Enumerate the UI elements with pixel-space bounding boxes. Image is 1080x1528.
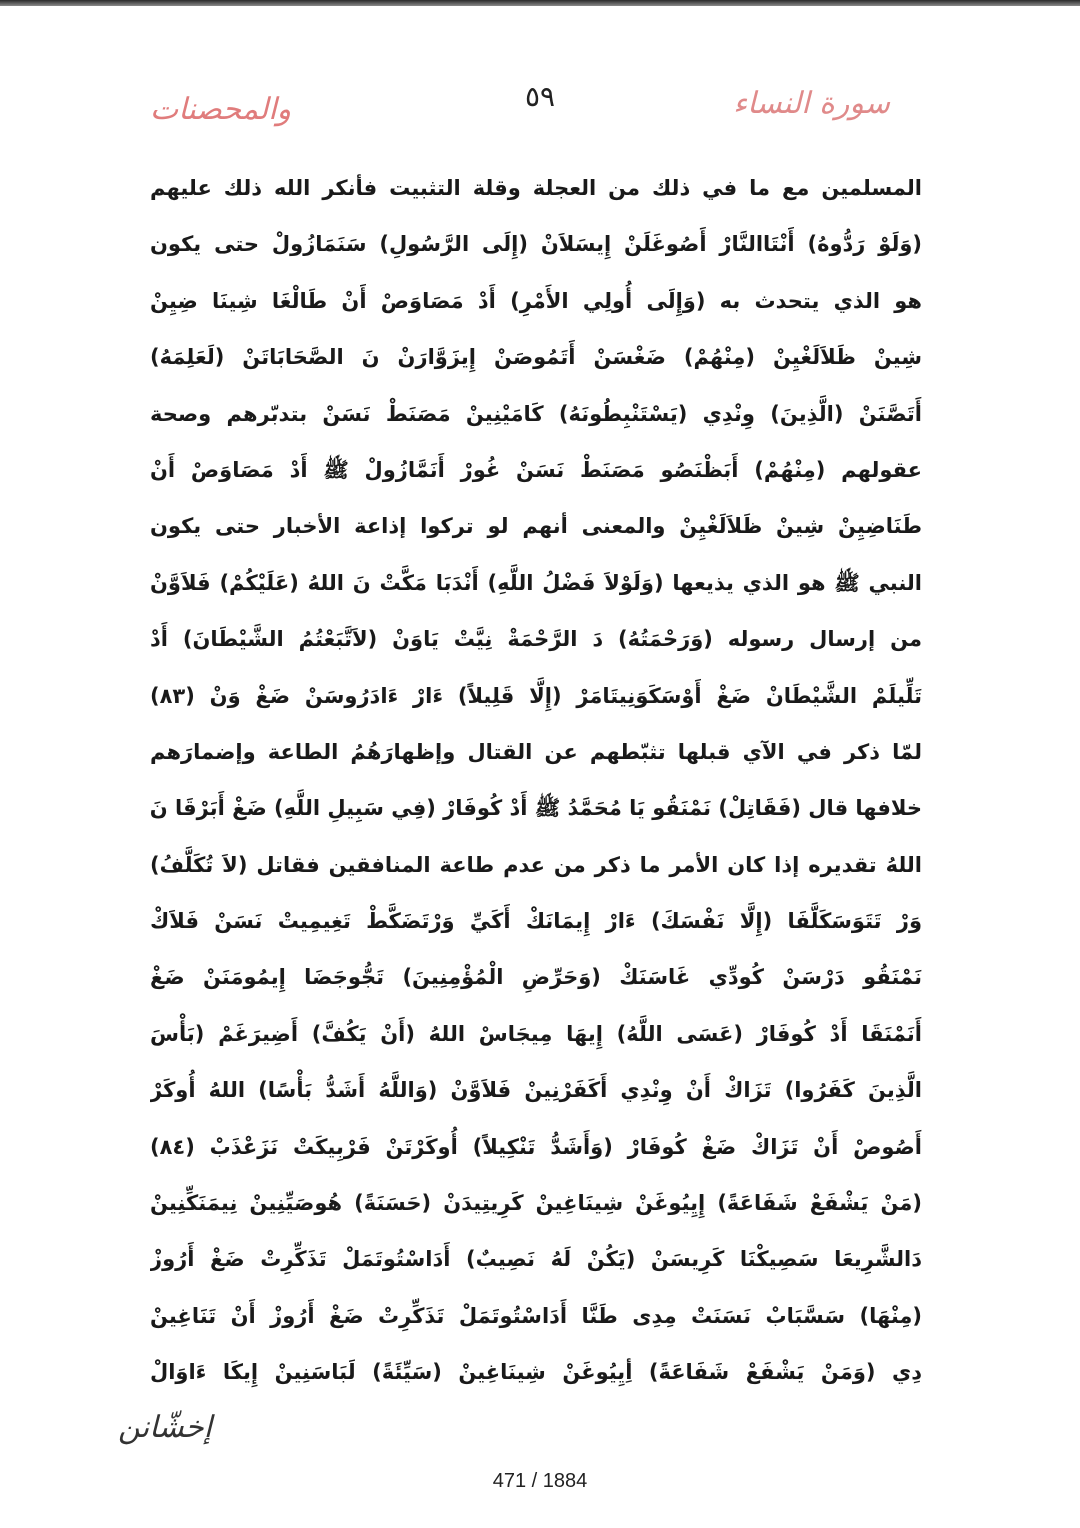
text-line: نَمْنَقُو دَرْسَنْ كُودِّي غَاسَنَكْ (وَحَرِّضِ الْمُؤْمِنِينَ) تَجُّوجَضَا إِيمُومَنَنْ ضَغْ <box>150 965 922 990</box>
text-line: طَنَاضِيِنْ شِينْ ظَلاَلَغْيِنْ والمعنى أنهم لو تركوا إذاعة الأخبار حتى يكون <box>150 514 922 539</box>
text-line: دِي (وَمَنْ يَشْفَعْ شَفَاعَةً) أِيِيُوغَنْ شِينَاغِينْ (سَيِّئَةً) لَبَاسَنِينْ إِيكَا ءَاوَالْ <box>150 1360 922 1385</box>
text-line: (وَلَوْ رَدُّوهُ) أَنْتَاالنَّارْ أَصُوغَلَنْ إِيسَلاَنْ (إِلَى الرَّسُولِ) سَنَمَازُولْ حتى يكون <box>150 232 922 257</box>
text-line: اللهُ تقديره إذا كان الأمر ما ذكر من عدم طاعة المنافقين فقاتل (لاَ تُكَلَّفُ) <box>150 852 922 877</box>
text-line: لمّا ذكر في الآي قبلها تثبّطهم عن القتال وإظهارَهُمُ الطاعة وإضمارَهم <box>150 739 922 764</box>
catchword: إخشّانن <box>118 1410 212 1445</box>
text-line: أَصُوصْ أَنْ تَزَاكْ ضَغْ كُوفَارْ (وَأَشَدُّ تَنْكِيلاً) أُوكَرْتَنْ فَرْبِيكَتْ نَزَعْذَبْ (٨٤) <box>150 1134 922 1159</box>
text-line: من إرسال رسوله (وَرَحْمَتُهُ) دَ الرَّحْمَةْ نِيَّتْ يَاوَنْ (لاَتَّبَعْتُمُ الشَّيْطَانَ) أَدْ <box>150 627 922 652</box>
text-line: خلافها قال (فَقَاتِلْ) نَمْنَقُو يَا مُحَمَّدُ ﷺ أَدْ كُوفَارْ (فِي سَبِيلِ اللَّهِ) ضَغْ أَبَرْقَا نَ <box>150 796 922 821</box>
text-line: (مِنْهَا) سَسَّبَابْ نَسَنَتْ مِدِى طَنَّا أَدَاسْتُوتَمَلْ تَذَكِّرِتْ ضَغْ أَرُوزْ أَنْ تَنَاغِينْ <box>150 1303 922 1328</box>
text-line: الَّذِينَ كَفَرُوا) تَزَاكْ أَنْ وِنْدِي أَكَفَرْنِينْ فَلاَوَّنْ (وَاللَّهُ أَشَدُّ بَأْسًا) اللهُ أُوكَرْ <box>150 1078 922 1103</box>
page-counter: 471 / 1884 <box>492 1470 588 1492</box>
tafsir-body-text <box>150 160 922 1401</box>
text-line: تَلِّيلَمْ الشَّيْطَانْ ضَغْ أَوْسَكَوَنِيتَامَرْ (إِلَّا قَلِيلاً) ءَارْ ءَادَرُوسَنْ ضَغْ وَنْ (٨٣) <box>150 683 922 708</box>
text-line: وَرْ تَتَوَسَكَلَّفَا (إِلَّا نَفْسَكَ) ءَارْ إِيمَانَكْ أَكَيِّ وَرْتَضَكَّطْ تَغِيمِيتْ نَسَنْ فَلاَكْ <box>150 909 922 934</box>
text-line: المسلمين مع ما في ذلك من العجلة وقلة التثبيت فأنكر الله ذلك عليهم <box>150 176 922 200</box>
text-line: أَتَصَّنَنْ (الَّذِينَ) وِنْدِي (يَسْتَنْبِطُونَهُ) كَامَيْنِينْ مَصَنَطْ نَسَنْ بتدبّرهم وصحة <box>150 401 922 426</box>
text-line: (مَنْ يَشْفَعْ شَفَاعَةً) إِيِيُوغَنْ شِينَاغِينْ كَرِيتِيدَنْ (حَسَنَةً) هُوصَيِّنِينْ نِيمَنَكِّنِينْ <box>150 1191 922 1216</box>
text-line: عقولهم (مِنْهُمْ) أَبَظْنَصُو مَصَنَطْ نَسَنْ غُورْ أَنَمَّازُولْ ﷺ أَدْ مَصَاوَصْ أَنْ <box>150 457 922 482</box>
text-line: النبي ﷺ هو الذي يذيعها (وَلَوْلاَ فَضْلُ اللَّهِ) أَنْدَبَا مَكَّتْ نَ اللهُ (عَلَيْكُمْ) فَلاَوَّنْ <box>150 570 922 595</box>
text-line: شِينْ ظَلاَلَغْيِنْ (مِنْهُمْ) ضَغْسَنْ أَتَمُوصَنْ إِيزَوَّارَنْ نَ الصَّحَابَاتَنْ (لَعَلِمَهُ) <box>150 345 922 370</box>
text-line: هو الذي يتحدث به (وَإِلَى أُولِي الأَمْرِ) أَدْ مَصَاوَصْ أَنْ طَالْغَا شِينَا ضِيِنْ <box>150 288 922 313</box>
page-number: ٥٩ <box>524 80 556 113</box>
surah-title-header: سورة النساء <box>733 86 890 121</box>
text-line: أَنَمْنَقَا أَدْ كُوفَارْ (عَسَى اللَّهُ) إِيهَا مِيجَاسْ اللهُ (أَنْ يَكُفَّ) أَضِيرَغَمْ (بَأْسَ <box>150 1021 922 1046</box>
text-line: دَالشَّرِيعَا سَصِيكْنَا كَرِيسَنْ (يَكُنْ لَهُ نَصِيبٌ) أَدَاسْتُوتَمَلْ تَذَكِّرِتْ ضَغْ أَرُوزْ <box>150 1247 922 1272</box>
section-note-header: والمحصنات <box>150 92 292 127</box>
